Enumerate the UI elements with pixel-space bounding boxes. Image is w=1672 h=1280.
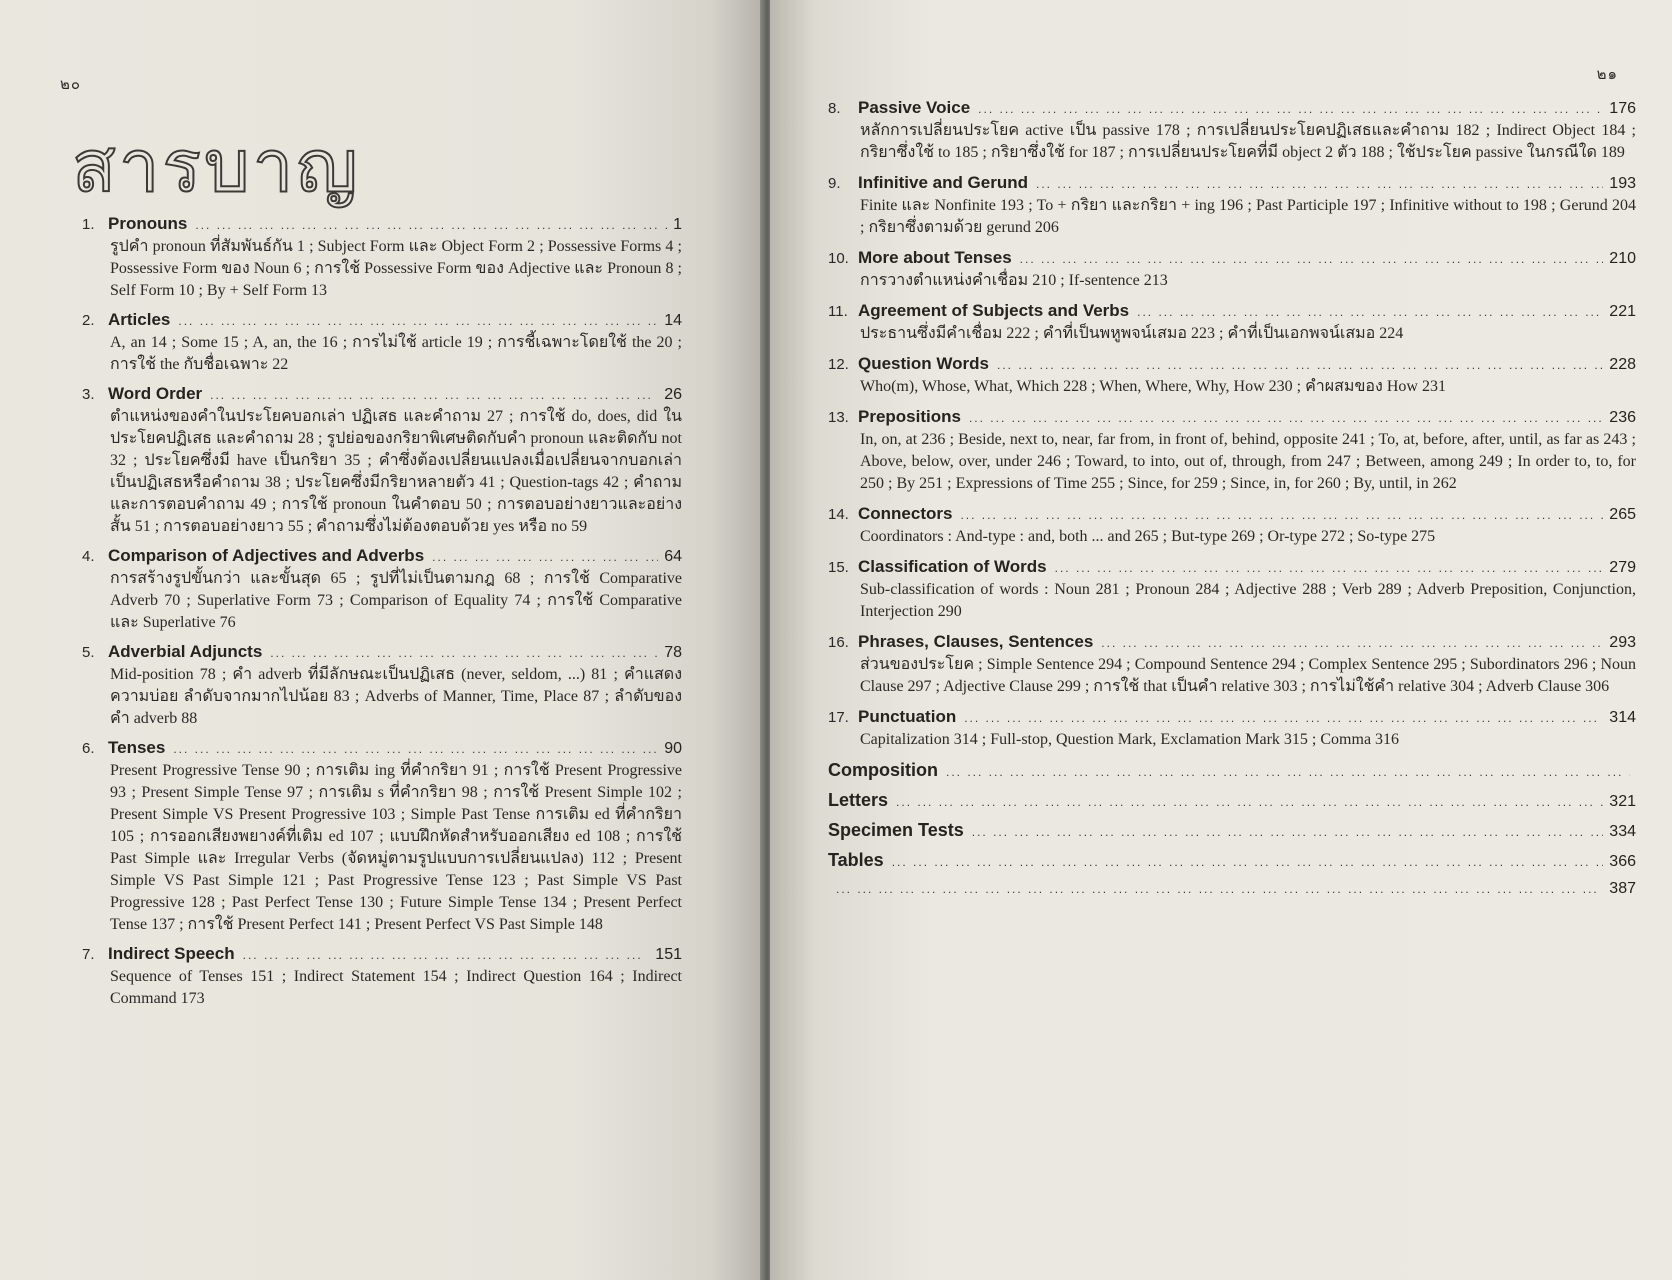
subtopics: การสร้างรูปขั้นกว่า และขั้นสุด 65 ; รูปที่ไม่เป็นตามกฎ 68 ; การใช้ Comparative Adverb 70 ; Superlative Form 73 ; Comparison of Equality 74 ; การใช้ Comparative และ Superlative 76 [110,570,682,631]
toc-entry [82,738,682,936]
chapter-number: 5. [82,644,95,661]
page-ref: 14 [664,312,682,329]
chapter-title: Pronouns [108,214,188,233]
chapter-number: 11. [828,303,848,320]
toc-entry [828,354,1636,398]
subtopics: Capitalization 314 ; Full-stop, Question Mark, Exclamation Mark 315 ; Comma 316 [860,731,1400,748]
subtopics: หลักการเปลี่ยนประโยค active เป็น passive 178 ; การเปลี่ยนประโยคปฏิเสธและคำถาม 182 ; Indirect Object 184 ; กริยาซึ่งใช้ to 185 ; กริยาซึ่งใช้ for 187 ; การเปลี่ยนประโยคที่มี object 2 ตัว 188 ; ใช้ประโยค passive ในกรณีใด 189 [860,122,1636,161]
leader-dots [243,948,650,962]
chapter-number: 3. [82,386,95,403]
page-ref: 293 [1609,634,1636,651]
toc-entry-tables [828,850,1636,871]
left-page [0,0,764,1280]
chapter-number: 4. [82,548,95,565]
leader-dots [969,411,1603,425]
leader-dots [836,882,1603,896]
chapter-title: Passive Voice [858,98,971,117]
page-title: สารบาญ [72,124,361,208]
page-ref: 26 [664,386,682,403]
section-title: Composition [828,760,938,780]
page-ref: 366 [1609,853,1636,870]
chapter-title: Infinitive and Gerund [858,173,1029,192]
toc-entry [828,248,1636,292]
chapter-title: Agreement of Subjects and Verbs [858,301,1130,320]
toc-entry-specimen-tests [828,820,1636,841]
leader-dots [210,388,658,402]
toc-entry [828,557,1636,623]
page-ref: 221 [1609,303,1636,320]
toc-entry [82,310,682,376]
section-title: Specimen Tests [828,820,964,840]
leader-dots [1036,177,1603,191]
leader-dots [1101,636,1603,650]
page-ref: 90 [664,740,682,757]
leader-dots [1020,252,1604,266]
page-ref: 64 [664,548,682,565]
chapter-title: Prepositions [858,407,961,426]
chapter-number: 17. [828,709,849,726]
toc-list-left [82,214,682,1018]
leader-dots [972,825,1604,839]
toc-entry [828,707,1636,751]
page-ref: 193 [1609,175,1636,192]
chapter-number: 6. [82,740,95,757]
toc-entry [82,384,682,538]
chapter-number: 7. [82,946,95,963]
subtopics: Coordinators : And-type : and, both ... and 265 ; But-type 269 ; Or-type 272 ; So-type 275 [860,528,1436,545]
chapter-title: Word Order [108,384,203,403]
leader-dots [946,765,1630,779]
leader-dots [960,508,1603,522]
page-ref: 176 [1609,100,1636,117]
toc-entry [828,504,1636,548]
toc-entry [828,407,1636,495]
page-ref: 236 [1609,409,1636,426]
subtopics: Mid-position 78 ; คำ adverb ที่มีลักษณะเป็นปฏิเสธ (never, seldom, ...) 81 ; คำแสดงความบ่อย ลำดับจากมากไปน้อย 83 ; Adverbs of Manner, Time, Place 87 ; ลำดับของคำ adverb 88 [110,666,682,727]
chapter-number: 15. [828,559,849,576]
page-number-right: ๒๑ [1596,65,1618,83]
page-ref: 279 [1609,559,1636,576]
toc-entry [828,98,1636,164]
leader-dots [896,795,1603,809]
page-ref: 387 [1609,880,1636,897]
chapter-title: Question Words [858,354,989,373]
leader-dots [1137,305,1603,319]
page-ref: 228 [1609,356,1636,373]
leader-dots [432,550,658,564]
subtopics: A, an 14 ; Some 15 ; A, an, the 16 ; การไม่ใช้ article 19 ; การชี้เฉพาะโดยใช้ the 20 ; การใช้ the กับชื่อเฉพาะ 22 [110,334,682,373]
chapter-number: 16. [828,634,849,651]
subtopics: Sequence of Tenses 151 ; Indirect Statement 154 ; Indirect Question 164 ; Indirect Command 173 [110,968,682,1007]
leader-dots [997,358,1603,372]
chapter-title: Phrases, Clauses, Sentences [858,632,1094,651]
chapter-title: Classification of Words [858,557,1047,576]
toc-entry [828,632,1636,698]
section-title: Tables [828,850,884,870]
page-number-left: ๒๐ [60,75,82,93]
chapter-title: Connectors [858,504,953,523]
subtopics: การวางตำแหน่งคำเชื่อม 210 ; If-sentence 213 [860,272,1168,289]
toc-entry-final [828,880,1636,898]
chapter-number: 14. [828,506,849,523]
page-ref: 265 [1609,506,1636,523]
leader-dots [173,742,658,756]
chapter-title: Articles [108,310,171,329]
leader-dots [892,855,1604,869]
toc-entry [82,214,682,302]
leader-dots [270,646,658,660]
chapter-number: 10. [828,250,849,267]
leader-dots [1055,561,1604,575]
chapter-number: 13. [828,409,849,426]
chapter-number: 12. [828,356,849,373]
toc-entry [828,173,1636,239]
chapter-number: 9. [828,175,841,192]
chapter-number: 1. [82,216,95,233]
chapter-title: Adverbial Adjuncts [108,642,263,661]
subtopics: ตำแหน่งของคำในประโยคบอกเล่า ปฏิเสธ และคำถาม 27 ; การใช้ do, does, did ในประโยคปฏิเสธ และคำถาม 28 ; รูปย่อของกริยาพิเศษติดกับคำ pronoun และติดกับ not 32 ; ประโยคซึ่งมี have เป็นกริยา 35 ; คำซึ่งต้องเปลี่ยนแปลงเมื่อเปลี่ยนจากบอกเล่าเป็นปฏิเสธหรือคำถาม 38 ; ประโยคซึ่งมีกริยาหลายตัว 41 ; Question-tags 42 ; คำถาม และการตอบคำถาม 49 ; การใช้ pronoun ในคำตอบ 50 ; การตอบอย่างยาวและอย่างสั้น 51 ; การตอบอย่างยาว 55 ; คำถามซึ่งไม่ต้องตอบด้วย yes หรือ no 59 [110,408,682,535]
chapter-title: Indirect Speech [108,944,235,963]
subtopics: Present Progressive Tense 90 ; การเติม ing ที่คำกริยา 91 ; การใช้ Present Progressive 93 ; Present Simple Tense 97 ; การเติม s ที่คำกริยา 98 ; การใช้ Present Simple 102 ; Present Simple VS Present Progressive 103 ; Simple Past Tense การเติม ed ที่คำกริยา 105 ; การออกเสียงพยางค์ที่เติม ed 107 ; แบบฝึกหัดสำหรับออกเสียง ed 108 ; การใช้ Past Simple และ Irregular Verbs (จัดหมู่ตามรูปแบบการเปลี่ยนแปลง) 112 ; Present Simple VS Past Simple 121 ; Past Progressive Tense 123 ; Past Simple VS Past Progressive 128 ; Past Perfect Tense 130 ; Future Simple Tense 134 ; Present Perfect Tense 137 ; การใช้ Present Perfect 141 ; Present Perfect VS Past Simple 148 [110,762,682,933]
section-title: Letters [828,790,889,810]
page-ref: 78 [664,644,682,661]
leader-dots [195,218,667,232]
toc-entry-composition [828,760,1636,781]
toc-entry [82,642,682,730]
chapter-title: Tenses [108,738,166,757]
toc-entry-letters [828,790,1636,811]
chapter-number: 8. [828,100,841,117]
subtopics: ส่วนของประโยค ; Simple Sentence 294 ; Compound Sentence 294 ; Complex Sentence 295 ; Subordinators 296 ; Noun Clause 297 ; Adjective Clause 299 ; การใช้ that เป็นคำ relative 303 ; การไม่ใช้คำ relative 304 ; Adverb Clause 306 [860,656,1636,695]
subtopics: In, on, at 236 ; Beside, next to, near, far from, in front of, behind, opposite 241 ; To, at, before, after, until, as far as 243 ; Above, below, over, under 246 ; Toward, to into, out of, through, from 247 ; Between, among 249 ; In order to, to, for 250 ; By 251 ; Expressions of Time 255 ; Since, for 259 ; Since, in, for 260 ; By, until, in 262 [860,431,1636,492]
subtopics: รูปคำ pronoun ที่สัมพันธ์กัน 1 ; Subject Form และ Object Form 2 ; Possessive Forms 4 ; Possessive Form ของ Noun 6 ; การใช้ Possessive Form ของ Adjective และ Pronoun 8 ; Self Form 10 ; By + Self Form 13 [110,238,682,299]
toc-entry [828,301,1636,345]
subtopics: ประธานซึ่งมีคำเชื่อม 222 ; คำที่เป็นพหูพจน์เสมอ 223 ; คำที่เป็นเอกพจน์เสมอ 224 [860,325,1404,342]
leader-dots [978,102,1603,116]
subtopics: Who(m), Whose, What, Which 228 ; When, Where, Why, How 230 ; คำผสมของ How 231 [860,378,1446,395]
chapter-title: More about Tenses [858,248,1012,267]
page-ref: 334 [1609,823,1636,840]
toc-entry [82,546,682,634]
subtopics: Finite และ Nonfinite 193 ; To + กริยา และกริยา + ing 196 ; Past Participle 197 ; Infinitive without to 198 ; Gerund 204 ; กริยาซึ่งตามด้วย gerund 206 [860,197,1636,236]
leader-dots [964,711,1603,725]
page-ref: 1 [673,216,682,233]
chapter-title: Punctuation [858,707,957,726]
page-ref: 321 [1609,793,1636,810]
page-ref: 151 [655,946,682,963]
toc-entry [82,944,682,1010]
chapter-number: 2. [82,312,95,329]
toc-list-right [828,98,1636,907]
chapter-title: Comparison of Adjectives and Adverbs [108,546,425,565]
right-page [770,0,1672,1280]
page-ref: 210 [1609,250,1636,267]
leader-dots [178,314,658,328]
page-ref: 314 [1609,709,1636,726]
subtopics: Sub-classification of words : Noun 281 ; Pronoun 284 ; Adjective 288 ; Verb 289 ; Adverb Preposition, Conjunction, Interjection 290 [860,581,1636,620]
